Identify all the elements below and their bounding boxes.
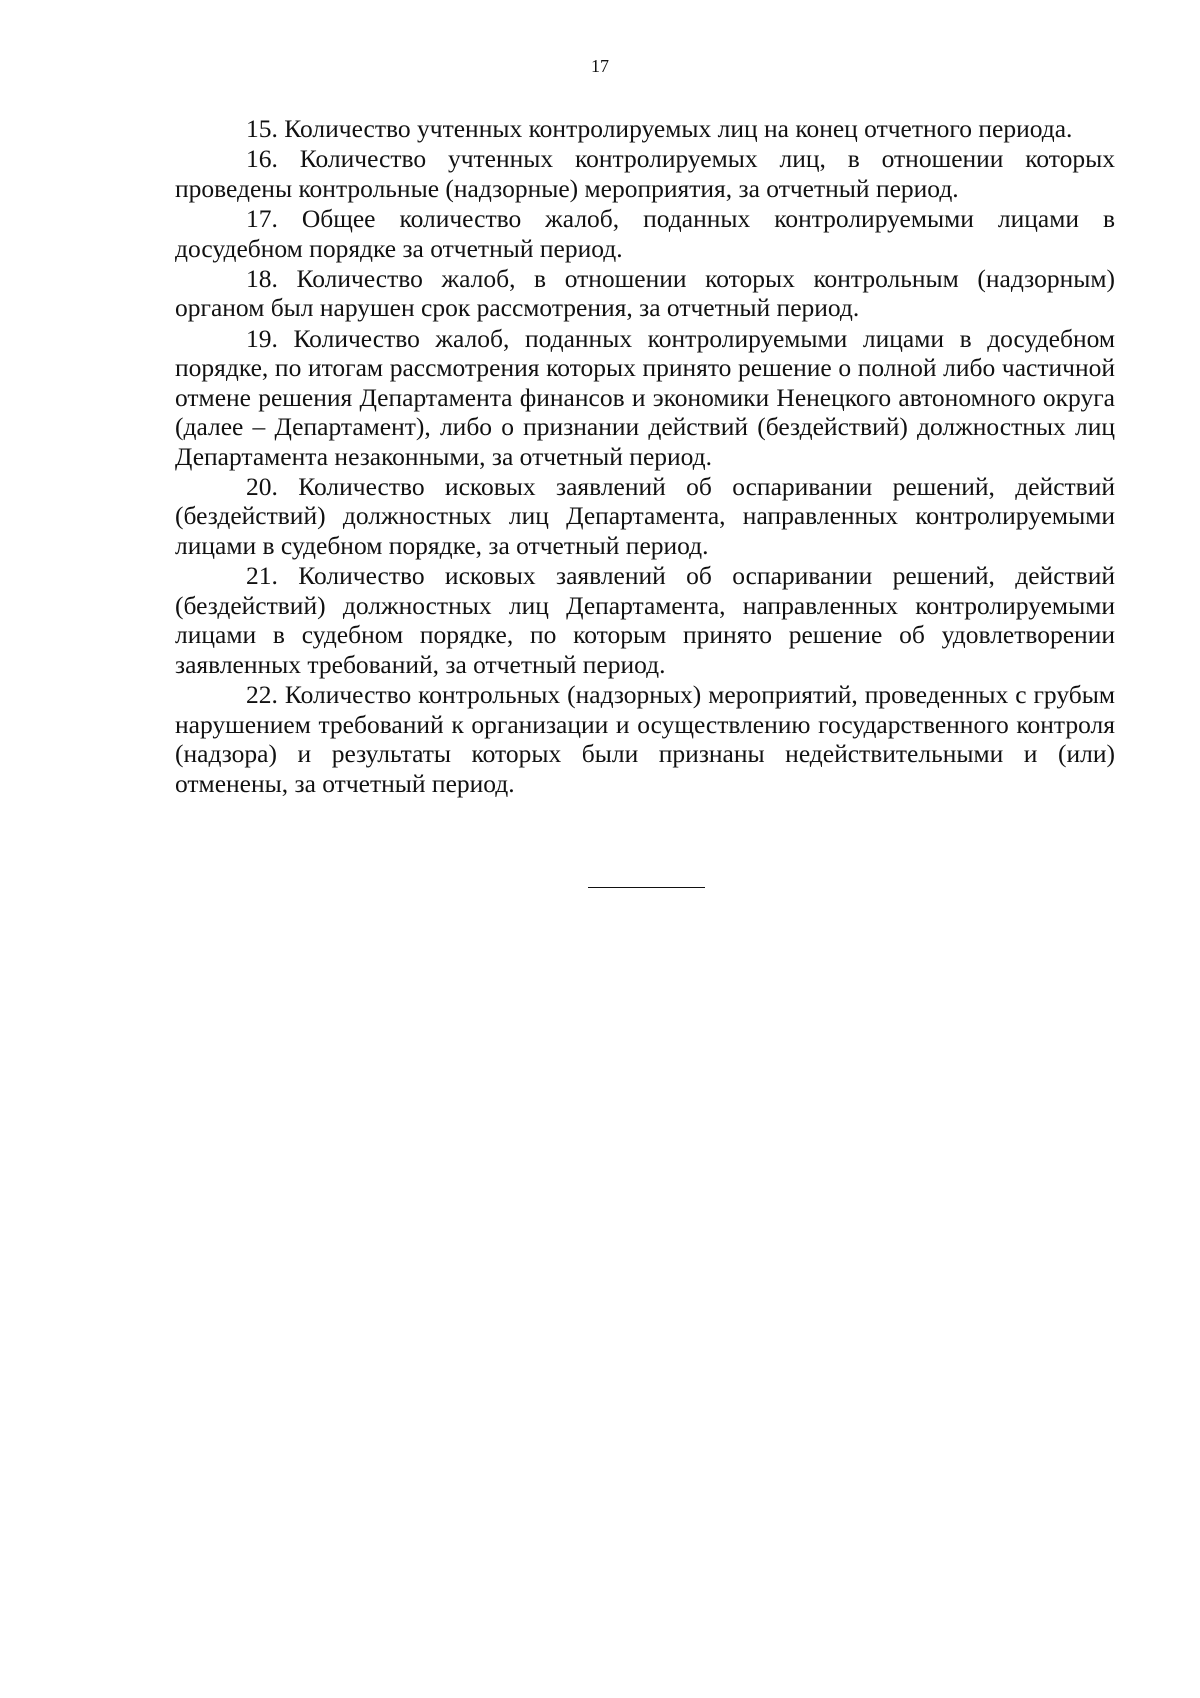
end-of-document-rule <box>588 887 705 888</box>
document-body <box>175 114 1115 798</box>
list-item-17: 17. Общее количество жалоб, поданных контролируемыми лицами в досудебном порядке за отчетный период. <box>175 204 1115 263</box>
list-item-18: 18. Количество жалоб, в отношении которых контрольным (надзорным) органом был нарушен срок рассмотрения, за отчетный период. <box>175 263 1115 323</box>
list-item-15: 15. Количество учтенных контролируемых лиц на конец отчетного периода. <box>246 114 1073 143</box>
list-item-22: 22. Количество контрольных (надзорных) мероприятий, проведенных с грубым нарушением требований к организации и осуществлению государственного контроля (надзора) и результаты которых были признаны недействительными и (или) отменены, за отчетный период. <box>175 680 1115 798</box>
list-item-21: 21. Количество исковых заявлений об оспаривании решений, действий (бездействий) должностных лиц Департамента, направленных контролируемыми лицами в судебном порядке, по которым принято решение об удовлетворении заявленных требований, за отчетный период. <box>175 561 1115 679</box>
list-item-20: 20. Количество исковых заявлений об оспаривании решений, действий (бездействий) должностных лиц Департамента, направленных контролируемыми лицами в судебном порядке, за отчетный период. <box>175 471 1115 560</box>
list-item-16: 16. Количество учтенных контролируемых лиц, в отношении которых проведены контрольные (надзорные) мероприятия, за отчетный период. <box>175 144 1115 203</box>
list-item-19: 19. Количество жалоб, поданных контролируемыми лицами в досудебном порядке, по итогам рассмотрения которых принято решение о полной либо частичной отмене решения Департамента финансов и экономики Ненецкого автономного округа (далее – Департамент), либо о признании действий (бездействий) должностных лиц Департамента незаконными, за отчетный период. <box>175 323 1115 471</box>
page-number: 17 <box>591 56 609 76</box>
